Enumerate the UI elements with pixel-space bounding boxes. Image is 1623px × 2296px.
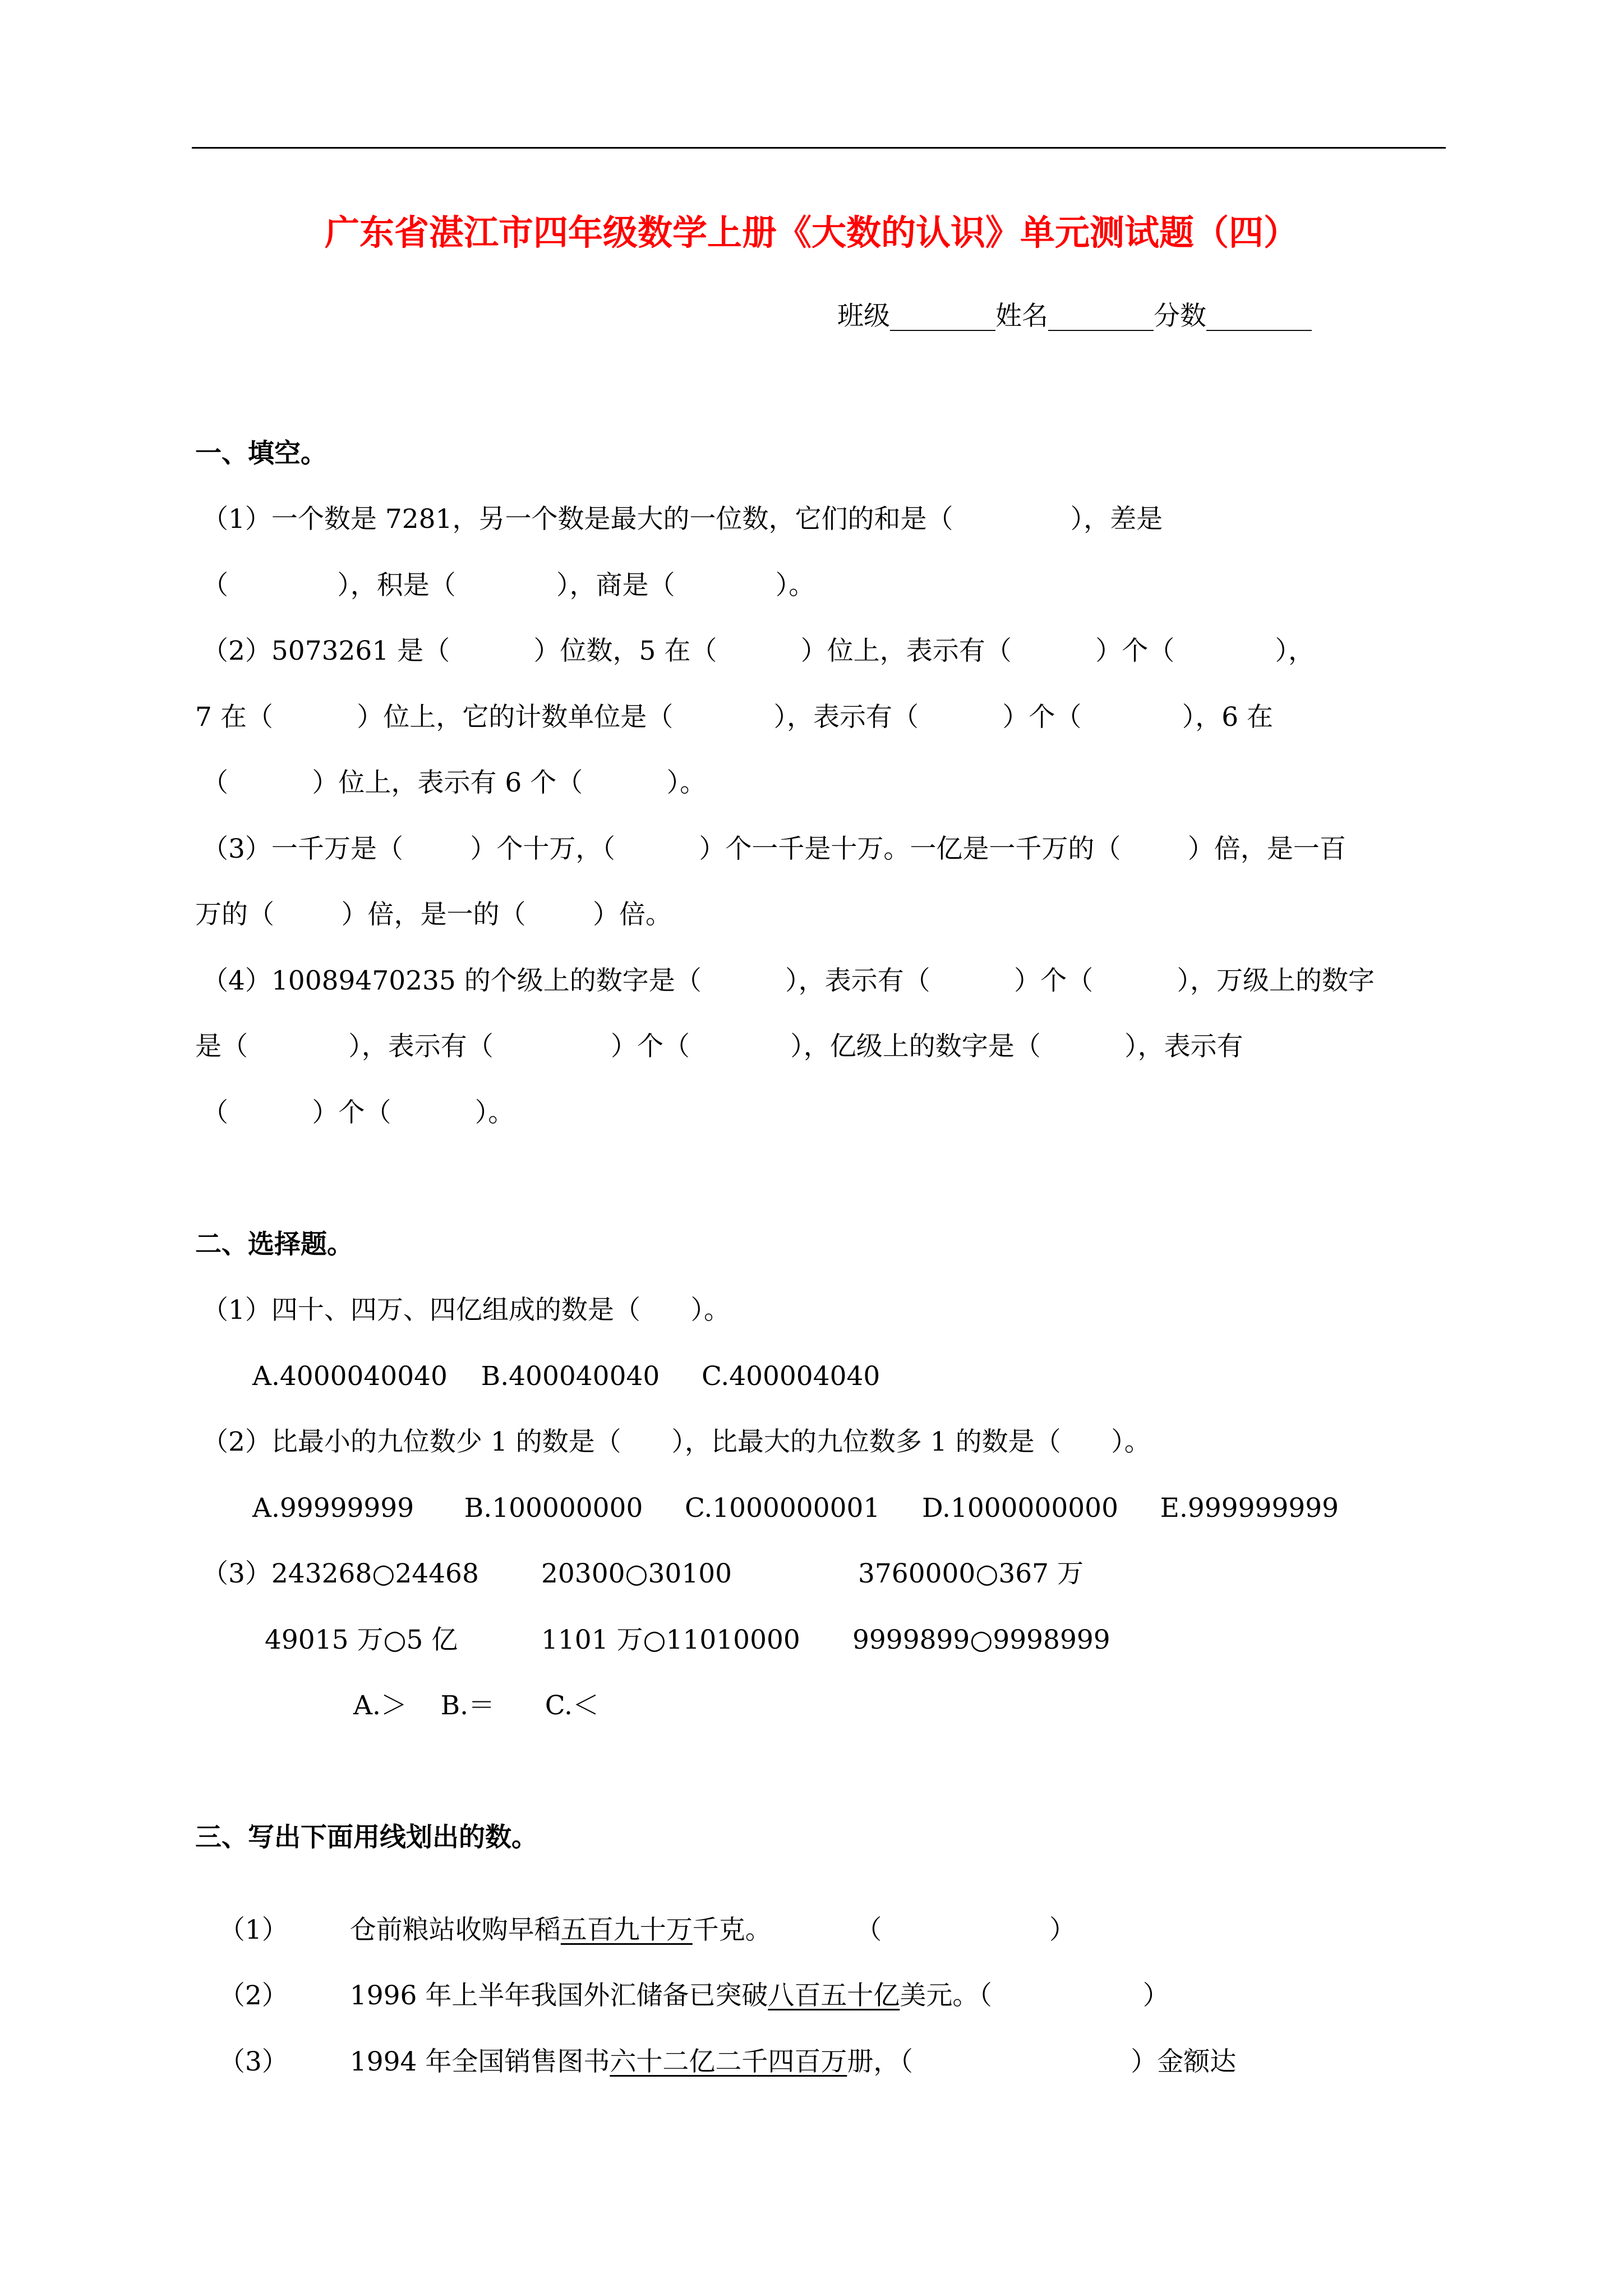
s1-line-2: （ ），积是（ ），商是（ ）。 [202,570,815,601]
student-info-line: 班级________姓名________分数________ [837,301,1312,332]
s3-item-3-rest: 册，（ ）金额达 [847,2046,1237,2077]
s3-item-3 [202,2022,1236,2075]
s3-item-1 [202,1890,1076,1943]
s1-line-7: 万的（ ）倍，是一的（ ）倍。 [195,899,672,930]
s1-line-1: （1）一个数是 7281，另一个数是最大的一位数，它们的和是（ ），差是 [202,504,1163,535]
s3-item-3-text: 1994 年全国销售图书 [349,2046,610,2077]
s1-line-9: 是（ ），表示有（ ）个（ ），亿级上的数字是（ ），表示有 [195,1031,1243,1062]
section3-heading: 三、写出下面用线划出的数。 [195,1822,538,1853]
s3-item-2-rest: 美元。（ ） [900,1980,1169,2011]
s2-q2: （2）比最小的九位数少 1 的数是（ ），比最大的九位数多 1 的数是（ ）。 [202,1427,1151,1457]
s2-q3-row2-a: 49015 万○5 亿 [265,1625,458,1655]
s1-line-3: （2）5073261 是（ ）位数，5 在（ ）位上，表示有（ ）个（ ）， [202,636,1315,666]
s2-q3-row1-a: （3）243268○24468 [202,1558,479,1589]
s2-q3-options: A.＞ B.＝ C.＜ [353,1690,599,1721]
s1-line-10: （ ）个（ ）。 [202,1097,515,1128]
header-rule [192,147,1446,149]
s3-item-1-text: 仓前粮站收购早稻 [349,1915,561,1945]
section2-heading: 二、选择题。 [195,1229,353,1260]
s1-line-6: （3）一千万是（ ）个十万，（ ）个一千是十万。一亿是一千万的（ ）倍，是一百 [202,834,1346,864]
s3-item-2-underlined: 八百五十亿 [768,1980,900,2011]
s3-item-2-text: 1996 年上半年我国外汇储备已突破 [349,1980,768,2011]
s2-q3-row2-b: 1101 万○11010000 [541,1625,800,1655]
s1-line-4: 7 在（ ）位上，它的计数单位是（ ），表示有（ ）个（ ），6 在 [195,702,1274,733]
s3-item-3-num: （3） [218,2046,288,2077]
s3-item-1-underlined: 五百九十万 [560,1915,693,1945]
s2-q3-row1-b: 20300○30100 [541,1558,732,1589]
s3-item-1-num: （1） [218,1915,288,1945]
s3-item-2-num: （2） [218,1980,288,2011]
s1-line-8: （4）10089470235 的个级上的数字是（ ），表示有（ ）个（ ），万级上的数字 [202,965,1375,996]
s1-line-5: （ ）位上，表示有 6 个（ ）。 [202,767,707,798]
s3-item-2 [202,1956,1169,2009]
s2-q3-row1-c: 3760000○367 万 [858,1558,1083,1589]
s3-item-1-rest: 千克。 （ ） [692,1915,1076,1945]
s2-q1-options: A.4000040040 B.400040040 C.400004040 [252,1361,880,1392]
page-title: 广东省湛江市四年级数学上册《大数的认识》单元测试题（四） [324,212,1298,253]
s2-q3-row2-c: 9999899○9998999 [852,1625,1110,1655]
s2-q1: （1）四十、四万、四亿组成的数是（ ）。 [202,1295,731,1326]
s2-q2-options: A.99999999 B.100000000 C.1000000001 D.1000000000 E.999999999 [252,1493,1339,1524]
section1-heading: 一、填空。 [195,438,327,469]
s3-item-3-underlined: 六十二亿二千四百万 [610,2046,847,2077]
